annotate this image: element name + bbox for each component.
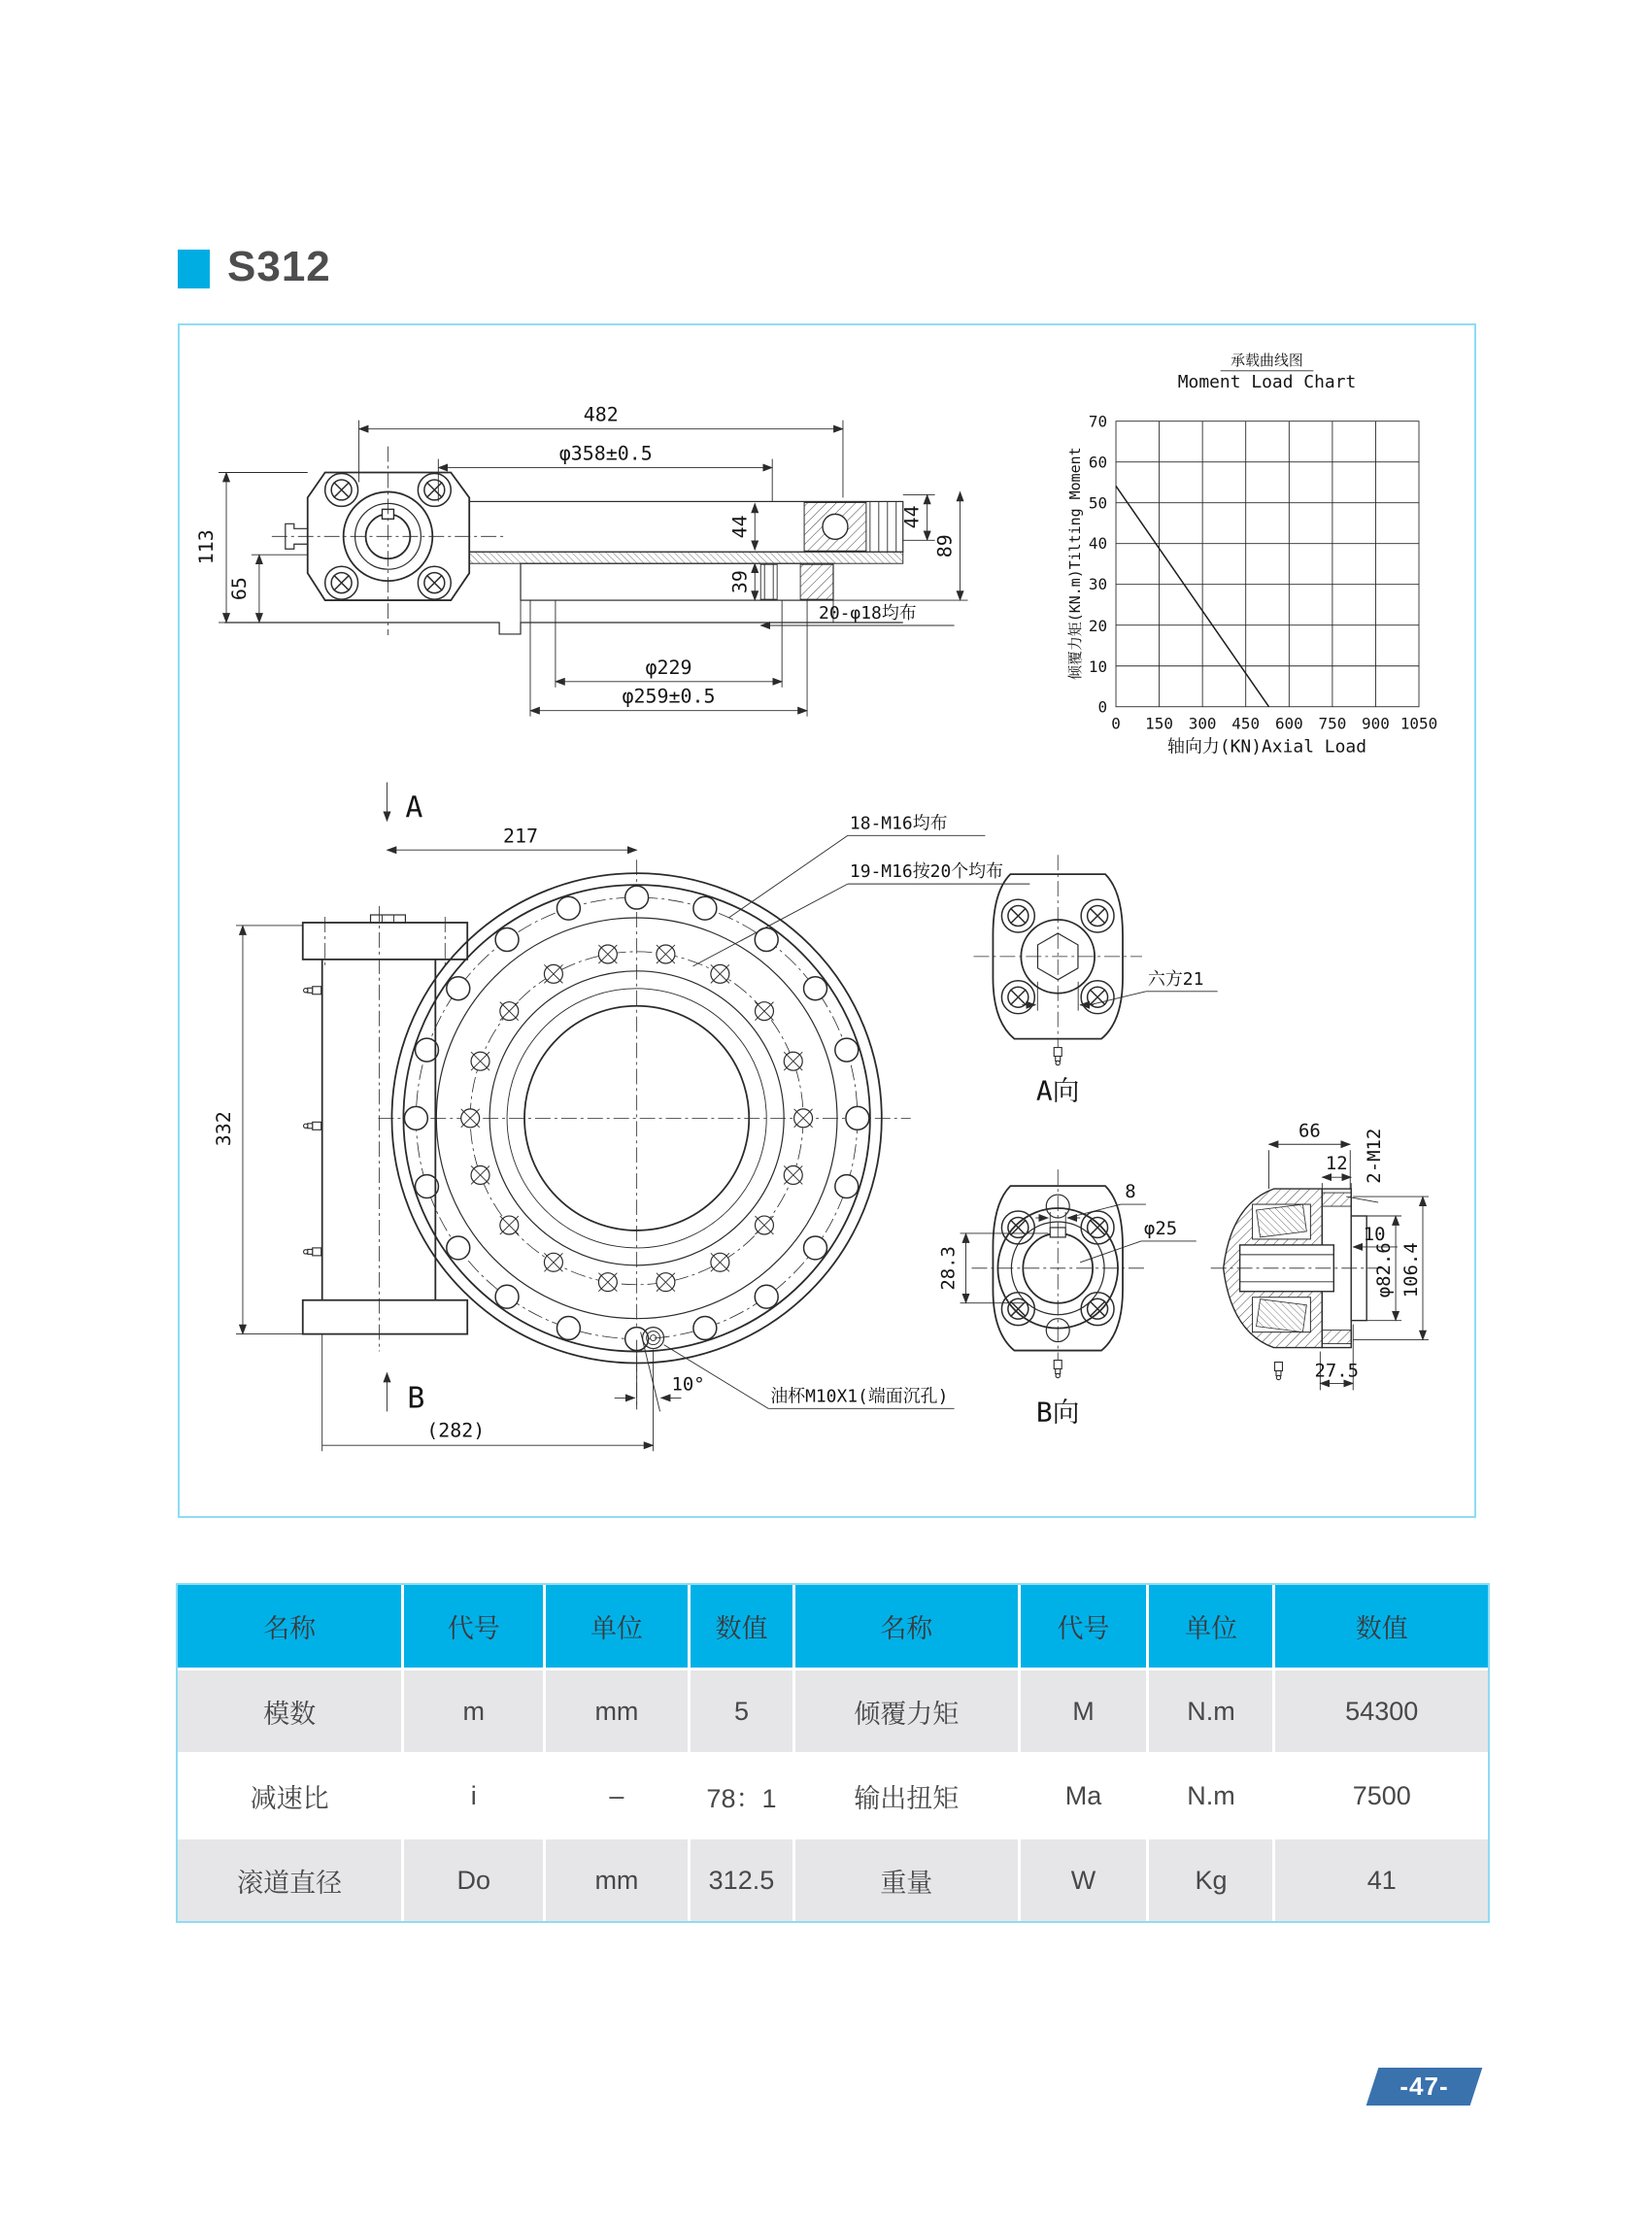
dim-44-right: 44 xyxy=(900,505,924,529)
dim-282: (282) xyxy=(426,1419,486,1442)
page-title: S312 xyxy=(227,243,331,290)
ytick-30: 30 xyxy=(1088,575,1108,594)
dim-217: 217 xyxy=(503,825,539,848)
dim-12: 12 xyxy=(1325,1153,1348,1175)
table-cell: mm xyxy=(546,1839,688,1921)
xtick-900: 900 xyxy=(1362,714,1390,733)
table-cell: mm xyxy=(546,1670,688,1752)
xtick-300: 300 xyxy=(1188,714,1217,733)
chart-title-cn: 承载曲线图 xyxy=(1231,351,1303,369)
view-arrow-a: A xyxy=(405,791,423,826)
moment-load-chart xyxy=(1066,352,1437,758)
view-arrow-b: B xyxy=(407,1381,425,1416)
table-cell: 重量 xyxy=(795,1839,1017,1921)
view-b-label: B向 xyxy=(1035,1396,1080,1429)
dim-482: 482 xyxy=(583,403,619,426)
table-cell: 5 xyxy=(691,1670,792,1752)
chart-xlabel: 轴向力(KN)Axial Load xyxy=(1167,736,1367,758)
table-cell: Ma xyxy=(1021,1755,1147,1837)
table-header-code-2: 代号 xyxy=(1021,1585,1147,1668)
table-cell: 7500 xyxy=(1275,1755,1488,1837)
ytick-70: 70 xyxy=(1088,412,1108,431)
note-oil-cup: 油杯M10X1(端面沉孔) xyxy=(770,1386,949,1407)
dim-332: 332 xyxy=(213,1111,236,1147)
view-b xyxy=(938,1169,1197,1428)
dim-275: 27.5 xyxy=(1314,1360,1360,1382)
xtick-150: 150 xyxy=(1145,714,1173,733)
technical-drawing-panel xyxy=(178,323,1476,1518)
ytick-60: 60 xyxy=(1088,453,1108,472)
table-header-value-2: 数值 xyxy=(1275,1585,1488,1668)
dim-10deg: 10° xyxy=(671,1373,705,1396)
table-header-name-1: 名称 xyxy=(178,1585,401,1668)
note-2-m12: 2-M12 xyxy=(1364,1128,1386,1184)
dim-358: φ358±0.5 xyxy=(558,442,653,465)
dim-826: φ82.6 xyxy=(1373,1242,1396,1298)
table-header-code-1: 代号 xyxy=(404,1585,543,1668)
table-cell: N.m xyxy=(1149,1670,1272,1752)
dim-259: φ259±0.5 xyxy=(622,685,716,708)
view-a-label: A向 xyxy=(1035,1074,1080,1107)
view-a xyxy=(974,855,1218,1106)
note-20-holes: 20-φ18均布 xyxy=(819,603,917,624)
table-cell: m xyxy=(404,1670,543,1752)
dim-44-left: 44 xyxy=(728,515,752,539)
dim-65: 65 xyxy=(227,577,251,601)
top-section-view xyxy=(195,404,967,717)
dim-1064: 106.4 xyxy=(1400,1242,1423,1298)
xtick-750: 750 xyxy=(1318,714,1347,733)
table-cell: Kg xyxy=(1149,1839,1272,1921)
table-header-value-1: 数值 xyxy=(691,1585,792,1668)
table-cell: 输出扭矩 xyxy=(795,1755,1017,1837)
note-18-m16: 18-M16均布 xyxy=(849,813,948,834)
dim-229: φ229 xyxy=(645,656,692,679)
section-marker-square xyxy=(178,250,210,288)
dim-10: 10 xyxy=(1363,1223,1386,1245)
table-header-name-2: 名称 xyxy=(795,1585,1017,1668)
detail-section xyxy=(1211,1120,1429,1390)
xtick-600: 600 xyxy=(1274,714,1303,733)
ytick-10: 10 xyxy=(1088,657,1108,676)
side-view xyxy=(213,782,654,1451)
table-cell: 模数 xyxy=(178,1670,401,1752)
xtick-450: 450 xyxy=(1231,714,1261,733)
ytick-0: 0 xyxy=(1097,697,1108,717)
table-cell: 312.5 xyxy=(691,1839,792,1921)
page-number: -47- xyxy=(1399,2072,1449,2101)
ytick-50: 50 xyxy=(1088,493,1108,513)
page-number-badge xyxy=(1366,2068,1483,2106)
table-cell: 减速比 xyxy=(178,1755,401,1837)
table-cell: N.m xyxy=(1149,1755,1272,1837)
table-cell: 54300 xyxy=(1275,1670,1488,1752)
chart-ylabel: 倾覆力矩(KN.m)Tilting Moment xyxy=(1066,447,1085,681)
table-cell: i xyxy=(404,1755,543,1837)
ytick-40: 40 xyxy=(1088,534,1108,554)
dim-8: 8 xyxy=(1125,1181,1136,1203)
dim-66: 66 xyxy=(1298,1120,1321,1142)
dim-39: 39 xyxy=(728,570,752,594)
table-cell: M xyxy=(1021,1670,1147,1752)
chart-title-en: Moment Load Chart xyxy=(1177,371,1357,392)
xtick-0: 0 xyxy=(1111,714,1121,733)
table-cell: 78：1 xyxy=(691,1755,792,1837)
table-cell: – xyxy=(546,1755,688,1837)
note-hex21: 六方21 xyxy=(1147,968,1204,990)
table-cell: 滚道直径 xyxy=(178,1839,401,1921)
dim-89: 89 xyxy=(933,534,957,558)
xtick-1050: 1050 xyxy=(1399,714,1438,733)
spec-table xyxy=(176,1583,1490,1923)
dim-113: 113 xyxy=(195,529,219,565)
table-header-unit-2: 单位 xyxy=(1149,1585,1272,1668)
ytick-20: 20 xyxy=(1088,616,1108,635)
dim-283: 28.3 xyxy=(937,1246,960,1291)
technical-drawing xyxy=(180,325,1474,1516)
table-cell: Do xyxy=(404,1839,543,1921)
note-19-m16: 19-M16按20个均布 xyxy=(849,861,1004,883)
dim-25: φ25 xyxy=(1143,1217,1178,1239)
table-header-unit-1: 单位 xyxy=(546,1585,688,1668)
table-cell: W xyxy=(1021,1839,1147,1921)
table-cell: 倾覆力矩 xyxy=(795,1670,1017,1752)
table-cell: 41 xyxy=(1275,1839,1488,1921)
front-view xyxy=(379,813,1030,1451)
